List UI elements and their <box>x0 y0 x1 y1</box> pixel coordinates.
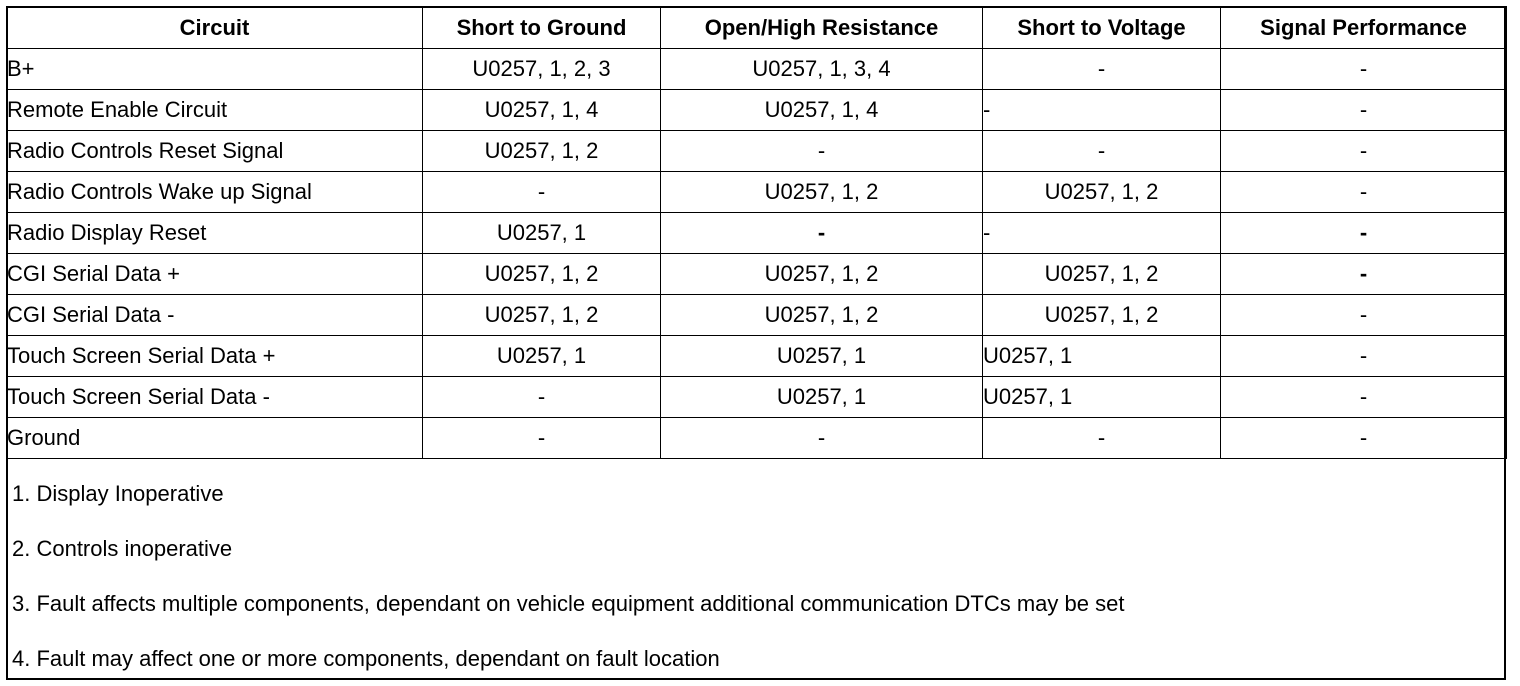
short-to-voltage-cell: U0257, 1, 2 <box>983 254 1221 295</box>
short-to-ground-cell: - <box>423 172 661 213</box>
signal-performance-cell: - <box>1221 49 1507 90</box>
header-signal-performance: Signal Performance <box>1221 7 1507 49</box>
short-to-voltage-cell: U0257, 1, 2 <box>983 172 1221 213</box>
signal-performance-cell: - <box>1221 254 1507 295</box>
open-high-resistance-cell: U0257, 1, 2 <box>661 254 983 295</box>
short-to-voltage-cell: - <box>983 90 1221 131</box>
short-to-voltage-cell: - <box>983 49 1221 90</box>
short-to-ground-cell: U0257, 1 <box>423 213 661 254</box>
short-to-voltage-cell: U0257, 1 <box>983 377 1221 418</box>
short-to-ground-cell: U0257, 1, 2 <box>423 295 661 336</box>
short-to-voltage-cell: U0257, 1, 2 <box>983 295 1221 336</box>
footnote-1: 1. Display Inoperative <box>12 481 224 506</box>
header-short-to-ground: Short to Ground <box>423 7 661 49</box>
circuit-name: B+ <box>7 49 423 90</box>
signal-performance-cell: - <box>1221 377 1507 418</box>
header-open-high-resistance: Open/High Resistance <box>661 7 983 49</box>
open-high-resistance-cell: U0257, 1 <box>661 377 983 418</box>
short-to-voltage-cell: - <box>983 131 1221 172</box>
open-high-resistance-cell: U0257, 1, 3, 4 <box>661 49 983 90</box>
signal-performance-cell: - <box>1221 295 1507 336</box>
short-to-voltage-cell: U0257, 1 <box>983 336 1221 377</box>
short-to-ground-cell: U0257, 1, 2, 3 <box>423 49 661 90</box>
circuit-name: Touch Screen Serial Data - <box>7 377 423 418</box>
short-to-ground-cell: U0257, 1 <box>423 336 661 377</box>
circuit-name: Radio Controls Reset Signal <box>7 131 423 172</box>
circuit-name: Remote Enable Circuit <box>7 90 423 131</box>
footnote-2: 2. Controls inoperative <box>12 536 233 561</box>
footnote-4: 4. Fault may affect one or more components, dependant on fault location <box>12 646 720 671</box>
short-to-ground-cell: - <box>423 418 661 459</box>
short-to-voltage-cell: - <box>983 213 1221 254</box>
signal-performance-cell: - <box>1221 131 1507 172</box>
circuit-name: CGI Serial Data + <box>7 254 423 295</box>
short-to-ground-cell: U0257, 1, 2 <box>423 254 661 295</box>
circuit-name: Ground <box>7 418 423 459</box>
short-to-ground-cell: U0257, 1, 4 <box>423 90 661 131</box>
signal-performance-cell: - <box>1221 172 1507 213</box>
outer-border <box>6 6 1506 680</box>
circuit-name: Radio Display Reset <box>7 213 423 254</box>
circuit-name: Radio Controls Wake up Signal <box>7 172 423 213</box>
open-high-resistance-cell: U0257, 1, 4 <box>661 90 983 131</box>
short-to-ground-cell: U0257, 1, 2 <box>423 131 661 172</box>
footnote-3: 3. Fault affects multiple components, dependant on vehicle equipment additional communication DTCs may be set <box>12 591 1125 616</box>
short-to-voltage-cell: - <box>983 418 1221 459</box>
signal-performance-cell: - <box>1221 418 1507 459</box>
signal-performance-cell: - <box>1221 90 1507 131</box>
circuit-name: Touch Screen Serial Data + <box>7 336 423 377</box>
header-circuit: Circuit <box>7 7 423 49</box>
open-high-resistance-cell: U0257, 1, 2 <box>661 172 983 213</box>
open-high-resistance-cell: - <box>661 213 983 254</box>
signal-performance-cell: - <box>1221 336 1507 377</box>
circuit-name: CGI Serial Data - <box>7 295 423 336</box>
short-to-ground-cell: - <box>423 377 661 418</box>
open-high-resistance-cell: - <box>661 418 983 459</box>
open-high-resistance-cell: U0257, 1, 2 <box>661 295 983 336</box>
open-high-resistance-cell: - <box>661 131 983 172</box>
signal-performance-cell: - <box>1221 213 1507 254</box>
open-high-resistance-cell: U0257, 1 <box>661 336 983 377</box>
header-short-to-voltage: Short to Voltage <box>983 7 1221 49</box>
